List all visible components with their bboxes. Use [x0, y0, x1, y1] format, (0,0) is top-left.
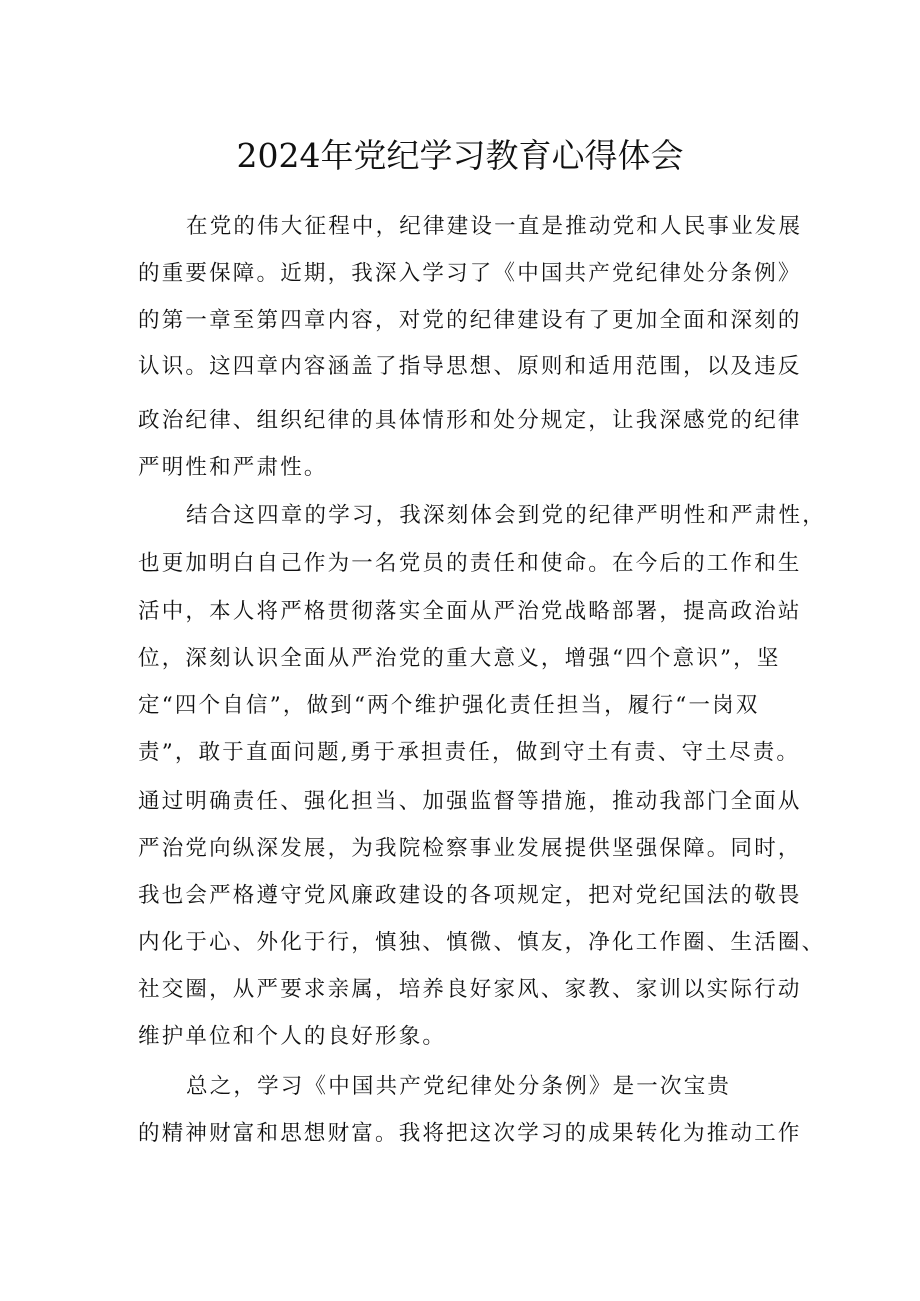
paragraph-2-line-7: 通过明确责任、强化担当、加强监督等措施，推动我部门全面从 [138, 789, 802, 814]
document-title: 2024年党纪学习教育心得体会 [236, 136, 684, 176]
paragraph-2-line-6: 责”，敢于直面问题,勇于承担责任，做到守土有责、守土尽责。 [138, 740, 801, 765]
paragraph-1-line-3: 的第一章至第四章内容，对党的纪律建设有了更加全面和深刻的 [138, 308, 802, 333]
paragraph-2-line-12: 维护单位和个人的良好形象。 [138, 1024, 447, 1049]
paragraph-2-line-8: 严治党向纵深发展，为我院检察事业发展提供坚强保障。同时， [138, 836, 802, 861]
paragraph-2-line-2: 也更加明白自己作为一名党员的责任和使命。在今后的工作和生 [138, 551, 802, 576]
paragraph-2-line-9: 我也会严格遵守党风廉政建设的各项规定，把对党纪国法的敬畏 [138, 883, 802, 908]
paragraph-2-line-10: 内化于心、外化于行，慎独、慎微、慎友，净化工作圈、生活圈、 [138, 930, 826, 955]
paragraph-1-line-4: 认识。这四章内容涵盖了指导思想、原则和适用范围，以及违反 [138, 354, 802, 379]
paragraph-2-line-11: 社交圈，从严要求亲属，培养良好家风、家教、家训以实际行动 [138, 977, 802, 1002]
paragraph-2-line-4: 位，深刻认识全面从严治党的重大意义，增强“四个意识”，坚 [138, 646, 781, 671]
paragraph-2-line-3: 活中，本人将严格贯彻落实全面从严治党战略部署，提高政治站 [138, 599, 802, 624]
paragraph-1-line-6: 严明性和严肃性。 [138, 455, 328, 480]
paragraph-2-line-5: 定“四个自信”，做到“两个维护强化责任担当，履行“一岗双 [138, 693, 760, 718]
paragraph-1-line-1: 在党的伟大征程中，纪律建设一直是推动党和人民事业发展 [186, 214, 803, 239]
paragraph-2-line-1: 结合这四章的学习，我深刻体会到党的纪律严明性和严肃性， [186, 503, 826, 528]
paragraph-1-line-5: 政治纪律、组织纪律的具体情形和处分规定，让我深感党的纪律 [138, 408, 802, 433]
paragraph-3-line-2: 的精神财富和思想财富。我将把这次学习的成果转化为推动工作 [138, 1121, 802, 1146]
paragraph-3-line-1: 总之，学习《中国共产党纪律处分条例》是一次宝贵 [186, 1074, 732, 1099]
paragraph-1-line-2: 的重要保障。近期，我深入学习了《中国共产党纪律处分条例》 [138, 261, 802, 286]
